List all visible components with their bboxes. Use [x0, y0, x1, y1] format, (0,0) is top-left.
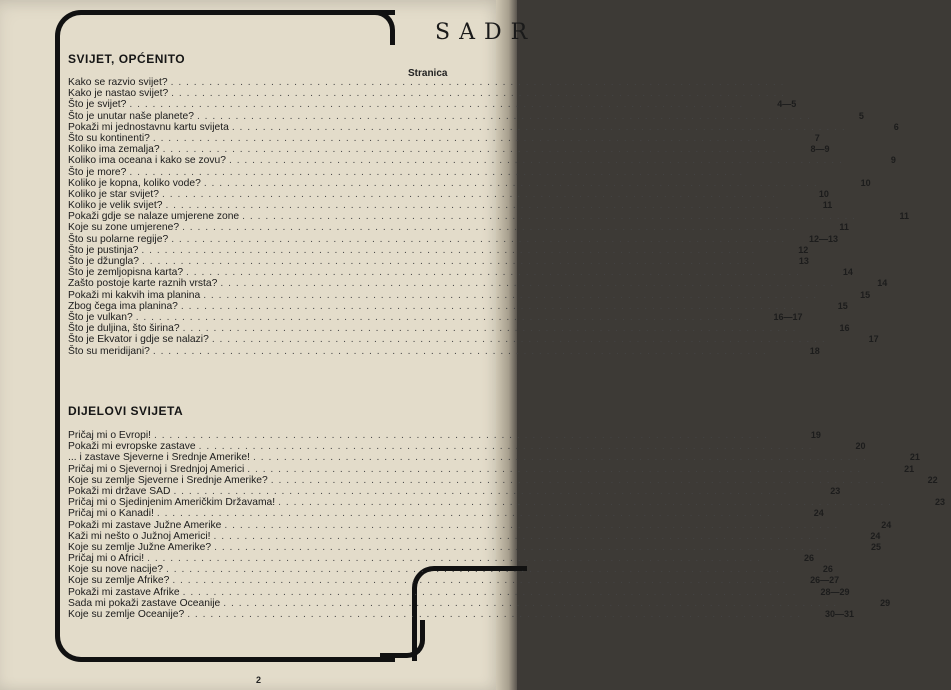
- toc-entry-label: Što je unutar naše planete?: [68, 110, 194, 122]
- toc-entry-label: Što je pustinja?: [68, 244, 139, 256]
- toc-entry: [68, 267, 853, 279]
- toc-entry-page: 8—9: [810, 144, 830, 155]
- toc-entry: [68, 110, 864, 122]
- toc-entry-label: Koliko ima oceana i kako se zovu?: [68, 155, 226, 167]
- toc-entry: [68, 88, 458, 99]
- toc-entry-label: Što su kontinenti?: [68, 132, 150, 144]
- toc-entry-label: Sada mi pokaži zastave Oceanije: [68, 597, 221, 609]
- toc-entry: [68, 311, 803, 323]
- toc-entry-page: 22: [927, 474, 938, 485]
- toc-entry: [68, 278, 888, 290]
- toc-entry-page: 24: [813, 508, 824, 519]
- toc-list: [68, 430, 946, 620]
- dot-leader: [154, 430, 768, 441]
- toc-entry: [68, 222, 849, 234]
- toc-entry: [68, 508, 824, 520]
- dot-leader: [157, 508, 771, 519]
- toc-entry-page: 30—31: [825, 609, 855, 619]
- dot-leader: [162, 189, 776, 200]
- toc-entry-label: Pričaj mi o Sjevernoj i Srednjoj Americi: [68, 463, 245, 475]
- toc-entry-label: Koliko je kopna, koliko vode?: [68, 177, 201, 189]
- toc-entry-label: Pokaži mi jednostavnu kartu svijeta: [68, 121, 229, 133]
- dot-leader: [214, 542, 828, 553]
- dot-leader: [247, 464, 861, 475]
- toc-entry-page: 18: [809, 345, 820, 356]
- toc-entry-label: Koliko je star svijet?: [68, 188, 159, 200]
- dot-leader: [242, 211, 856, 222]
- dot-leader: [220, 278, 834, 289]
- toc-entry-page: 10: [818, 188, 829, 199]
- toc-entry: [68, 597, 891, 609]
- toc-entry: [68, 430, 821, 441]
- toc-entry: [68, 452, 920, 464]
- toc-entry-page: 24: [870, 530, 881, 541]
- dot-leader: [199, 441, 813, 452]
- toc-entry-page: 11: [899, 211, 910, 222]
- toc-entry-label: Što su polarne regije?: [68, 233, 169, 245]
- toc-entry: [68, 609, 855, 620]
- dot-leader: [182, 222, 796, 233]
- toc-entry-label: Koje su zone umjerene?: [68, 222, 180, 234]
- toc-entry: [68, 177, 871, 189]
- dot-leader: [165, 200, 779, 211]
- toc-entry: [68, 575, 840, 587]
- toc-entry-page: 15: [860, 289, 871, 300]
- dot-leader: [278, 497, 892, 508]
- toc-entry-page: 13: [798, 256, 809, 266]
- toc-entry-label: Što je more?: [68, 166, 127, 178]
- toc-entry: [68, 530, 881, 542]
- page-number: 2: [256, 675, 262, 685]
- toc-entry: [68, 200, 833, 212]
- toc-entry-label: Kako se razvio svijet?: [68, 77, 168, 88]
- toc-entry: [68, 553, 814, 565]
- dot-leader: [153, 346, 767, 357]
- section-world-general: [68, 52, 910, 357]
- toc-entry-page: 19: [810, 430, 821, 440]
- toc-entry-label: Pričaj mi o Sjedinjenim Američkim Državama!: [68, 497, 276, 509]
- dot-leader: [181, 301, 795, 312]
- toc-entry-page: 25: [870, 541, 881, 552]
- toc-entry-page: 14: [877, 278, 888, 289]
- toc-entry-page: 12—13: [809, 233, 839, 244]
- toc-entry: [68, 485, 841, 497]
- toc-entry: [68, 144, 830, 156]
- toc-entry: [68, 155, 896, 167]
- toc-entry-page: 20: [855, 441, 866, 452]
- toc-entry-label: Koje su zemlje Oceanije?: [68, 609, 185, 620]
- toc-entry: [68, 541, 881, 553]
- toc-entry-page: 9: [890, 155, 896, 166]
- toc-entry-page: 15: [837, 300, 848, 311]
- toc-entry-page: 17: [868, 334, 879, 345]
- dot-leader: [214, 531, 828, 542]
- dot-leader: [147, 553, 761, 564]
- toc-entry-page: 26: [803, 553, 814, 564]
- dot-leader: [142, 256, 756, 267]
- toc-entry-label: Što je svijet?: [68, 99, 127, 111]
- toc-entry-page: 11: [839, 222, 849, 233]
- toc-entry-page: 16: [839, 323, 850, 334]
- dot-leader: [183, 323, 797, 334]
- toc-entry: [68, 345, 820, 357]
- toc-entry-label: Što je Ekvator i gdje se nalazi?: [68, 334, 209, 346]
- section-title: DIJELOVI SVIJETA: [68, 404, 184, 418]
- toc-entry-page: 4—5: [777, 99, 797, 110]
- toc-entry: [68, 289, 871, 301]
- dot-leader: [197, 111, 811, 122]
- dot-leader: [253, 452, 867, 463]
- toc-entry-label: Koliko je velik svijet?: [68, 200, 163, 212]
- toc-entry-page: 5: [858, 110, 864, 121]
- dot-leader: [204, 178, 818, 189]
- toc-entry-label: Zbog čega ima planina?: [68, 300, 178, 312]
- toc-entry: [68, 256, 809, 267]
- dot-leader: [171, 234, 785, 245]
- toc-entry-page: 24: [881, 519, 892, 530]
- dot-leader: [153, 133, 767, 144]
- toc-entry-page: 16—17: [773, 311, 803, 322]
- toc-entry-label: Koje su nove nacije?: [68, 564, 164, 576]
- toc-entry-page: 28—29: [820, 586, 850, 597]
- toc-entry-page: 10: [860, 177, 871, 188]
- toc-entry: [68, 167, 458, 178]
- toc-entry-label: Kako je nastao svijet?: [68, 88, 169, 100]
- dot-leader: [186, 267, 800, 278]
- toc-entry-label: Kaži mi nešto o Južnoj Americi!: [68, 530, 211, 542]
- toc-entry: [68, 188, 829, 200]
- toc-entry-label: Što su meridijani?: [68, 345, 150, 357]
- toc-entry-page: 21: [904, 463, 915, 474]
- toc-entry: [68, 77, 458, 88]
- toc-list: [68, 77, 910, 357]
- toc-entry-label: Pokaži mi zastave Afrike: [68, 586, 180, 598]
- dot-leader: [183, 587, 797, 598]
- toc-entry-page: 29: [880, 597, 891, 608]
- toc-entry: [68, 497, 946, 509]
- section-title: SVIJET, OPĆENITO: [68, 52, 186, 66]
- toc-entry: [68, 441, 866, 453]
- dot-leader: [232, 122, 846, 133]
- toc-entry-page: 11: [822, 200, 833, 211]
- dot-leader: [229, 155, 843, 166]
- dot-leader: [163, 144, 777, 155]
- toc-entry: [68, 300, 848, 312]
- toc-entry-label: Pokaži mi kakvih ima planina: [68, 289, 201, 301]
- toc-entry-page: 14: [842, 267, 853, 278]
- running-title: SADR: [435, 20, 537, 45]
- toc-entry: [68, 564, 833, 576]
- toc-entry-label: Pokaži mi države SAD: [68, 485, 171, 497]
- toc-entry-label: Pričaj mi o Evropi!: [68, 430, 151, 441]
- toc-entry-page: 7: [814, 132, 820, 143]
- toc-entry-label: ... i zastave Sjeverne i Srednje Amerike!: [68, 452, 250, 464]
- toc-entry-label: Koje su zemlje Sjeverne i Srednje Amerike?: [68, 474, 268, 486]
- toc-entry-label: Pokaži gdje se nalaze umjerene zone: [68, 211, 240, 223]
- toc-entry-label: Što je duljina, što širina?: [68, 323, 180, 335]
- section-parts-of-world: [68, 404, 946, 620]
- dot-leader: [129, 167, 743, 178]
- toc-entry: [68, 121, 899, 133]
- toc-entry: [68, 211, 910, 223]
- toc-entry-label: Pokaži mi zastave Južne Amerike: [68, 519, 222, 531]
- dot-leader: [129, 99, 743, 110]
- dot-leader: [136, 312, 750, 323]
- toc-entry-page: 6: [893, 121, 899, 132]
- dot-leader: [173, 486, 787, 497]
- toc-entry: [68, 519, 892, 531]
- toc-entry: [68, 463, 915, 475]
- toc-entry-label: Koje su zemlje Afrike?: [68, 575, 170, 587]
- toc-entry-page: 26—27: [810, 575, 840, 586]
- toc-entry-page: 21: [909, 452, 920, 463]
- dot-leader: [187, 609, 801, 620]
- dot-leader: [141, 245, 755, 256]
- dot-leader: [171, 77, 785, 88]
- toc-entry: [68, 586, 850, 598]
- dot-leader: [166, 564, 780, 575]
- toc-entry-label: Zašto postoje karte raznih vrsta?: [68, 278, 218, 290]
- page-column-header: Stranica: [408, 68, 448, 79]
- toc-entry: [68, 334, 879, 346]
- toc-entry-page: 23: [935, 497, 946, 508]
- toc-entry-label: Što je vulkan?: [68, 311, 133, 323]
- toc-entry-page: 23: [830, 485, 841, 496]
- toc-entry-label: Pokaži mi evropske zastave: [68, 441, 196, 453]
- dot-leader: [171, 88, 785, 99]
- dot-leader: [203, 290, 817, 301]
- toc-entry-label: Što je zemljopisna karta?: [68, 267, 184, 279]
- toc-entry: [68, 132, 820, 144]
- toc-entry-label: Pričaj mi o Africi!: [68, 553, 145, 565]
- dot-leader: [224, 520, 838, 531]
- toc-entry: [68, 323, 850, 335]
- toc-entry: [68, 99, 797, 111]
- toc-entry-label: Koje su zemlje Južne Amerike?: [68, 541, 212, 553]
- dot-leader: [271, 475, 885, 486]
- toc-entry: [68, 244, 809, 256]
- toc-entry: [68, 474, 938, 486]
- toc-entry-label: Koliko ima zemalja?: [68, 144, 160, 156]
- dot-leader: [223, 598, 837, 609]
- toc-entry-label: Što je džungla?: [68, 256, 139, 267]
- toc-entry-page: 12: [798, 244, 809, 255]
- dot-leader: [212, 334, 826, 345]
- toc-entry-page: 26: [822, 564, 833, 575]
- toc-entry: [68, 233, 839, 245]
- dot-leader: [172, 575, 786, 586]
- toc-entry-label: Pričaj mi o Kanadi!: [68, 508, 154, 520]
